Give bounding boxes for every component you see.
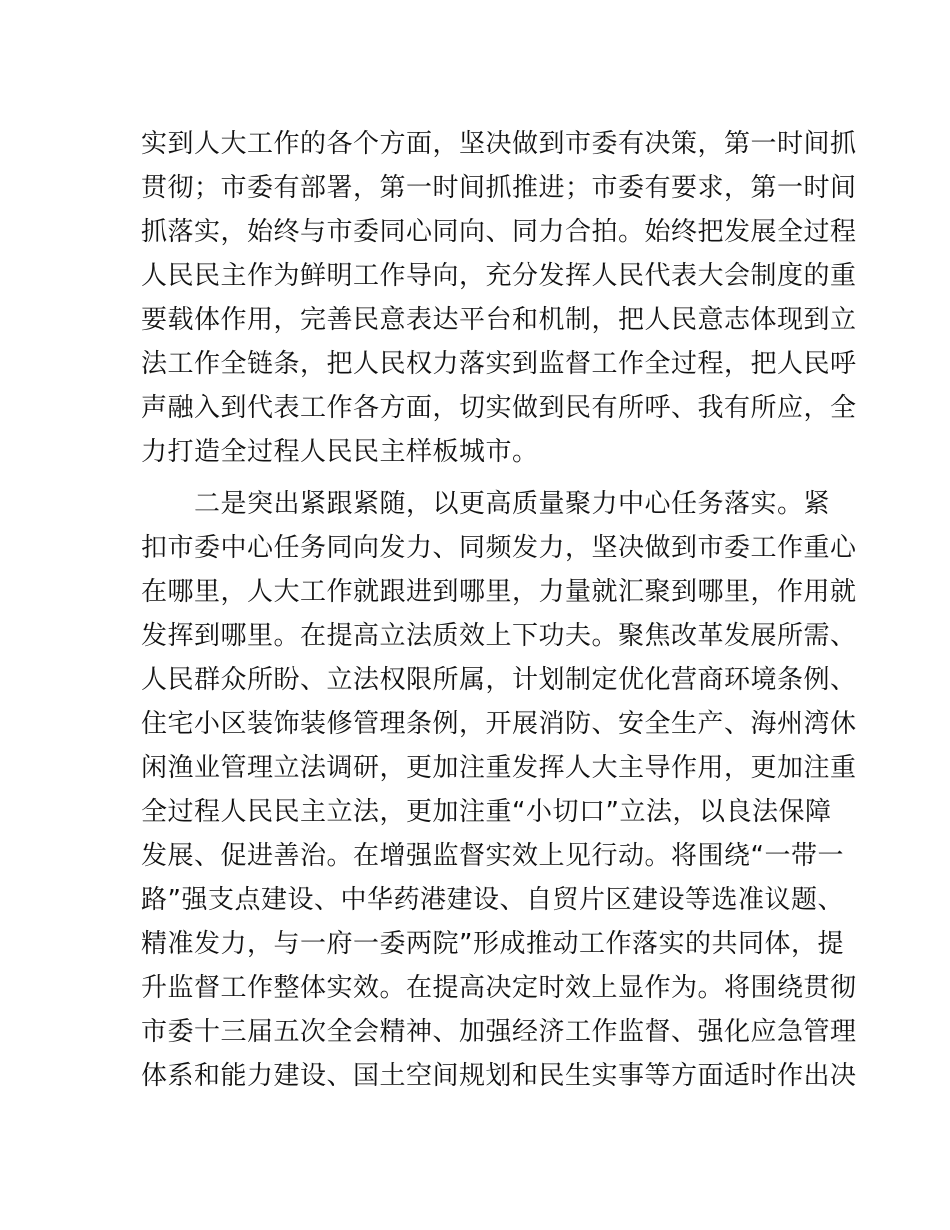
text-line: 贯彻；市委有部署，第一时间抓推进；市委有要求，第一时间 <box>141 173 857 203</box>
text-line: 人民群众所盼、立法权限所属，计划制定优化营商环境条例、 <box>141 665 857 695</box>
text-line: 实到人大工作的各个方面，坚决做到市委有决策，第一时间抓 <box>141 129 857 159</box>
text-line: 在哪里，人大工作就跟进到哪里，力量就汇聚到哪里，作用就 <box>141 577 857 607</box>
text-line: 住宅小区装饰装修管理条例，开展消防、安全生产、海州湾休 <box>141 709 857 739</box>
text-line: 市委十三届五次全会精神、加强经济工作监督、强化应急管理 <box>141 1017 857 1047</box>
text-line: 要载体作用，完善民意表达平台和机制，把人民意志体现到立 <box>141 305 857 335</box>
paragraph-1 <box>141 122 857 474</box>
text-line: 发展、促进善治。在增强监督实效上见行动。将围绕“一带一 <box>141 841 844 871</box>
text-line: 路”强支点建设、中华药港建设、自贸片区建设等选准议题、 <box>141 885 844 915</box>
text-line: 全过程人民民主立法，更加注重“小切口”立法，以良法保障 <box>141 797 832 827</box>
text-line: 扣市委中心任务同向发力、同频发力，坚决做到市委工作重心 <box>141 533 857 563</box>
paragraph-2 <box>141 482 857 1098</box>
text-line: 升监督工作整体实效。在提高决定时效上显作为。将围绕贯彻 <box>141 973 857 1003</box>
text-line: 力打造全过程人民民主样板城市。 <box>141 437 539 467</box>
text-line: 人民民主作为鲜明工作导向，充分发挥人民代表大会制度的重 <box>141 261 857 291</box>
text-line: 发挥到哪里。在提高立法质效上下功夫。聚焦改革发展所需、 <box>141 621 857 651</box>
text-line: 二是突出紧跟紧随，以更高质量聚力中心任务落实。紧 <box>141 489 831 519</box>
text-line: 法工作全链条，把人民权力落实到监督工作全过程，把人民呼 <box>141 349 857 379</box>
text-line: 抓落实，始终与市委同心同向、同力合拍。始终把发展全过程 <box>141 217 857 247</box>
text-line: 精准发力，与一府一委两院”形成推动工作落实的共同体，提 <box>141 929 844 959</box>
text-line: 闲渔业管理立法调研，更加注重发挥人大主导作用，更加注重 <box>141 753 857 783</box>
text-line: 体系和能力建设、国土空间规划和民生实事等方面适时作出决 <box>141 1061 857 1091</box>
text-line: 声融入到代表工作各方面，切实做到民有所呼、我有所应，全 <box>141 393 857 423</box>
